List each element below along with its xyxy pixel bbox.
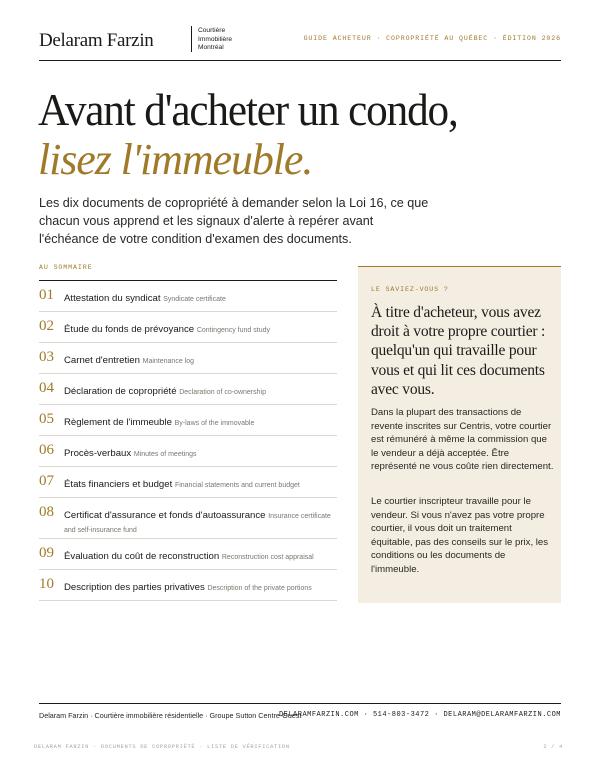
toc-title	[64, 581, 336, 595]
footer-divider	[39, 703, 561, 704]
toc-number: 02	[39, 318, 54, 334]
brand-name: Delaram Farzin	[39, 30, 154, 51]
toc-item	[39, 498, 337, 539]
toc-title	[64, 323, 336, 337]
toc-item	[39, 539, 337, 570]
did-you-know-box	[358, 266, 561, 603]
toc-number: 06	[39, 442, 54, 458]
toc-item	[39, 281, 337, 312]
toc-title-fr: Attestation du syndicat	[64, 293, 161, 304]
toc-number: 09	[39, 545, 54, 561]
sidebar-paragraph: Dans la plupart des transactions de revente inscrites sur Centris, votre courtier est rémunéré à même la commission que le vendeur a déjà acceptée. Être représenté ne vous coûte rien directement.	[371, 407, 554, 473]
brand-subtitle-line: Immobilière	[198, 35, 233, 43]
page-title-accent: lisez l'immeuble.	[38, 135, 313, 184]
toc-item	[39, 570, 337, 601]
toc-title-fr: Procès-verbaux	[64, 448, 132, 459]
toc-title-fr: Description des parties privatives	[64, 582, 205, 593]
toc-item	[39, 343, 337, 374]
toc-title-fr: Carnet d'entretien	[64, 355, 140, 366]
toc-title-en: Description of the private portions	[207, 585, 312, 592]
toc-title-en: Syndicate certificate	[163, 296, 226, 303]
toc-number: 01	[39, 287, 54, 303]
toc-item	[39, 436, 337, 467]
brand-subtitle-line: Courtière	[198, 27, 226, 34]
toc-number: 03	[39, 349, 54, 365]
toc-number: 05	[39, 411, 54, 427]
brand-subtitle	[198, 27, 232, 53]
toc-item	[39, 467, 337, 498]
toc-title-en: Contingency fund study	[196, 327, 270, 334]
toc-title	[64, 416, 336, 430]
toc-title-fr: États financiers et budget	[64, 479, 173, 490]
toc-title-fr: Évaluation du coût de reconstruction	[64, 551, 220, 562]
toc-title-en: Financial statements and current budget	[174, 482, 300, 489]
header-divider	[39, 60, 561, 61]
toc-number: 10	[39, 576, 54, 592]
page-header	[39, 24, 561, 60]
toc-title-fr: Certificat d'assurance et fonds d'autoassurance	[64, 510, 266, 521]
toc-title-en: By-laws of the immovable	[174, 420, 255, 427]
toc-title	[64, 550, 336, 564]
sidebar-paragraph: Le courtier inscripteur travaille pour le vendeur. Si vous n'avez pas votre propre courtier, il vous doit un traitement équitable, pas des conseils sur le prix, les conditions ou les documents de l'immeuble.	[371, 496, 549, 575]
toc-title-en: Insurance certificate and self-insurance fund	[64, 513, 331, 534]
intro-paragraph: Les dix documents de copropriété à demander selon la Loi 16, ce que chacun vous apprend et les signaux d'alerte à repérer avant l'échéance de votre condition d'examen des documents.	[39, 196, 429, 246]
guide-label: GUIDE ACHETEUR · COPROPRIÉTÉ AU QUÉBEC · ÉDITION 2026	[303, 35, 561, 42]
toc-title-fr: Règlement de l'immeuble	[64, 417, 172, 428]
toc-title	[64, 292, 336, 306]
toc-number: 04	[39, 380, 54, 396]
brand-divider	[191, 26, 192, 52]
sidebar-quote: À titre d'acheteur, vous avez droit à votre propre courtier : quelqu'un qui travaille pour vous et qui lit ces documents avec vous.	[371, 304, 546, 398]
toc-number: 08	[39, 504, 54, 520]
toc-title-en: Minutes of meetings	[133, 451, 197, 458]
toc-title	[64, 354, 336, 368]
toc-title-en: Maintenance log	[142, 358, 195, 365]
table-of-contents	[39, 281, 337, 601]
running-footer: DELARAM FARZIN · DOCUMENTS DE COPROPRIÉTÉ · LISTE DE VÉRIFICATION	[34, 744, 290, 750]
toc-title	[64, 385, 336, 399]
toc-item	[39, 374, 337, 405]
page-number: 2 / 4	[543, 744, 563, 750]
brand-subtitle-line: Montréal	[198, 44, 224, 52]
toc-title-fr: Étude du fonds de prévoyance	[64, 324, 195, 335]
sommaire-label: AU SOMMAIRE	[39, 264, 93, 271]
toc-item	[39, 312, 337, 343]
toc-title-fr: Déclaration de copropriété	[64, 386, 177, 397]
toc-title-en: Reconstruction cost appraisal	[221, 554, 314, 561]
footer-credit: Delaram Farzin · Courtière immobilière résidentielle · Groupe Sutton Centre-Ouest	[39, 711, 302, 720]
toc-title-en: Declaration of co-ownership	[179, 389, 266, 396]
toc-title	[64, 447, 336, 461]
toc-number: 07	[39, 473, 54, 489]
footer-contact: DELARAMFARZIN.COM · 514-803-3472 · DELARAM@DELARAMFARZIN.COM	[278, 711, 561, 719]
sidebar-label: LE SAVIEZ-VOUS ?	[371, 286, 449, 293]
toc-title	[64, 478, 336, 492]
page-title: Avant d'acheter un condo,	[38, 85, 458, 135]
toc-item	[39, 405, 337, 436]
toc-title	[64, 509, 336, 537]
